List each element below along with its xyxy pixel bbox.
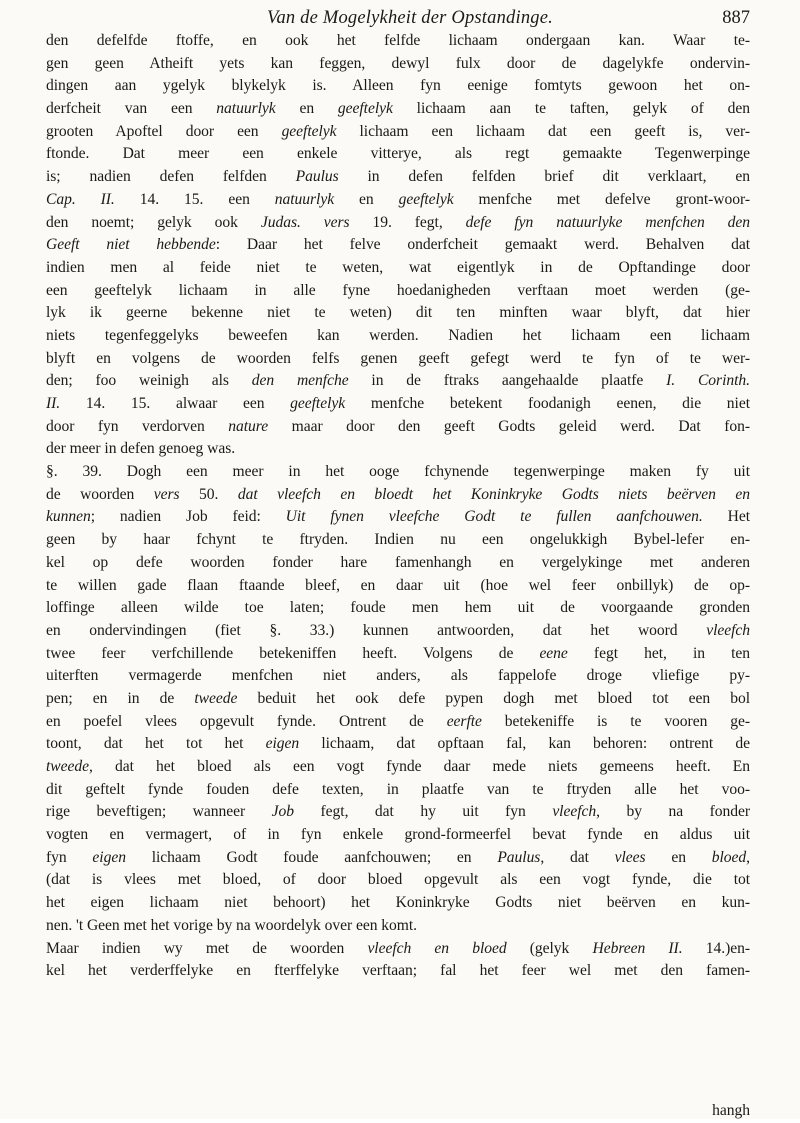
text-run: niets tegenfeggelyks beweefen kan werden. Nadien het lichaam een lichaam	[46, 326, 750, 344]
text-run: kel het verderffelyke en fterffelyke verftaan; fal het feer wel met den famen-	[46, 962, 750, 980]
italic-text: Paulus	[295, 168, 339, 186]
text-line	[46, 212, 750, 235]
text-line	[46, 711, 750, 734]
text-run: Maar indien wy met de woorden	[46, 939, 368, 957]
text-run: maar door den geeft Godts geleid werd. Dat fon-	[268, 417, 750, 435]
text-run: menfche met defelve gront-woor-	[453, 190, 750, 208]
italic-text: tweede	[194, 689, 238, 707]
text-run: 14. 15. alwaar een	[60, 395, 291, 412]
text-run: ; nadien Job feid:	[90, 508, 286, 526]
italic-text: Uit fynen vleefche Godt te fullen aanfchouwen.	[285, 508, 703, 526]
text-run: dit geftelt fynde fouden defe texten, in plaatfe van te ftryden alle het voo-	[46, 780, 750, 798]
italic-text: Paulus	[497, 848, 541, 866]
italic-text: vleefch	[706, 621, 750, 639]
italic-text: Cap. II.	[46, 190, 115, 208]
text-run: Het	[702, 508, 750, 526]
text-run: , by na fonder	[596, 803, 750, 821]
page-number: 887	[722, 8, 750, 28]
italic-text: dat vleefch en bloedt het Koninkryke Godts niets beërven en	[237, 485, 750, 503]
text-run: en	[275, 100, 338, 118]
text-line	[46, 166, 750, 189]
text-run: is; nadien defen felfden	[46, 168, 296, 186]
text-line	[46, 484, 750, 507]
text-line	[46, 960, 750, 983]
text-run: 14. 15. een	[114, 190, 275, 208]
text-run: , dat het bloed als een vogt fynde daar mede niets gemeens heeft. En	[89, 758, 750, 775]
text-run: fegt, dat hy uit fyn	[294, 803, 553, 821]
text-run: lichaam een lichaam dat een geeft is, ver-	[336, 122, 750, 140]
text-run: en poefel vlees opgevult fynde. Ontrent de	[46, 712, 447, 730]
text-run: ,	[746, 848, 750, 866]
text-line	[46, 393, 750, 416]
text-line	[46, 575, 750, 598]
text-run: een geeftelyk lichaam in alle fyne hoedanigheden verftaan moet werden (ge-	[46, 281, 750, 299]
text-line	[46, 643, 750, 666]
text-run: pen; en in de	[46, 689, 195, 707]
italic-text: I. Corinth.	[666, 372, 750, 390]
italic-text: defe fyn natuurlyke menfchen den	[465, 213, 751, 231]
text-run: door fyn verdorven	[46, 417, 229, 435]
text-line	[46, 257, 750, 280]
text-run: 14.)en-	[682, 939, 750, 957]
text-line	[46, 325, 750, 348]
text-run: fegt het, in ten	[567, 644, 750, 662]
text-run: menfche betekent foodanigh eenen, die niet	[345, 395, 750, 412]
text-run: der meer in defen genoeg was.	[46, 440, 236, 458]
text-line	[46, 370, 750, 393]
text-run: dingen aan ygelyk blykelyk is. Alleen fyn eenige fomtyts gewoon het on-	[46, 77, 750, 95]
text-run: 19. fegt,	[349, 213, 466, 231]
text-run: loffinge alleen wilde toe laten; foude men hem uit de voorgaande gronden	[46, 599, 750, 617]
text-run: vogten en vermagert, of in fyn enkele grond-formeerfel bevat fynde en aldus uit	[46, 826, 750, 844]
text-run: twee feer verfchillende betekeniffen heeft. Volgens de	[46, 644, 540, 662]
text-line	[46, 688, 750, 711]
text-run: blyft en volgens de woorden felfs genen geeft gefegt werd te fyn of te wer-	[46, 349, 750, 367]
text-line	[46, 801, 750, 824]
text-run: 50.	[179, 485, 238, 503]
italic-text: vlees	[614, 848, 646, 866]
text-run: lichaam Godt foude aanfchouwen; en	[125, 848, 498, 866]
text-run: lyk ik geerne bekenne niet te weten) dit ten minften waar blyft, dat hier	[46, 304, 750, 322]
text-line	[46, 733, 750, 756]
text-line	[46, 620, 750, 643]
text-run: : Daar het felve onderfcheit gemaakt werd. Behalven dat	[215, 236, 750, 254]
text-run: derfcheit van een	[46, 100, 217, 118]
text-run: (gelyk	[506, 939, 593, 957]
text-run: te willen gade flaan ftaande bleef, en daar uit (hoe wel feer onbillyk) de op-	[46, 576, 750, 594]
text-run: indien men al feide niet te weten, wat eigentlyk in de Opftandinge door	[46, 258, 750, 276]
text-run: het eigen lichaam niet behoort) het Koninkryke Godts niet beërven en kun-	[46, 894, 750, 912]
italic-text: eene	[539, 644, 568, 662]
text-run: toont, dat het tot het	[46, 735, 266, 753]
text-line	[46, 869, 750, 892]
italic-text: Geeft niet hebbende	[46, 236, 216, 254]
text-line	[46, 438, 750, 461]
text-run: rige beveftigen; wanneer	[46, 803, 272, 821]
text-line	[46, 756, 750, 779]
text-line	[46, 53, 750, 76]
text-run: (dat is vlees met bloed, of door bloed opgevult als een vogt fynde, die tot	[46, 871, 750, 889]
italic-text: geeftelyk	[398, 190, 454, 208]
text-run: en ondervindingen (fiet §. 33.) kunnen antwoorden, dat het woord	[46, 621, 707, 639]
italic-text: eigen	[92, 848, 126, 866]
italic-text: natuurlyk	[216, 100, 276, 118]
italic-text: Judas. vers	[260, 213, 350, 231]
text-run: den defelfde ftoffe, en ook het felfde lichaam ondergaan kan. Waar te-	[46, 32, 750, 49]
text-run: fyn	[46, 848, 93, 866]
italic-text: vleefch	[552, 803, 597, 821]
italic-text: vers	[153, 485, 180, 503]
text-run: ftonde. Dat meer een enkele vitterye, als regt gemaakte Tegenwerpinge	[46, 145, 750, 163]
italic-text: geeftelyk	[337, 100, 393, 118]
text-line	[46, 143, 750, 166]
running-title: Van de Mogelykheit der Opstandinge.	[267, 8, 553, 28]
italic-text: eigen	[265, 735, 300, 753]
text-line	[46, 30, 750, 53]
text-line	[46, 779, 750, 802]
italic-text: kunnen	[46, 508, 91, 526]
text-line	[46, 348, 750, 371]
text-run: de woorden	[46, 485, 154, 503]
text-run: kel op defe woorden fonder hare famenhangh en vergelykinge met anderen	[46, 553, 750, 571]
text-line	[46, 189, 750, 212]
text-run: uiterften vermagerde menfchen niet anders, als fappelofe droge vliefige py-	[46, 667, 750, 685]
italic-text: geeftelyk	[290, 395, 346, 412]
italic-text: den menfche	[251, 372, 349, 390]
italic-text: tweede	[46, 758, 89, 775]
text-run: nen. 't Geen met het vorige by na woordelyk over een komt.	[46, 916, 418, 934]
italic-text: geeftelyk	[281, 122, 337, 140]
text-run: en	[334, 190, 399, 208]
text-line	[46, 234, 750, 257]
catchword: hangh	[712, 1102, 750, 1119]
italic-text: II.	[46, 395, 61, 412]
text-line	[46, 280, 750, 303]
italic-text: Job	[271, 803, 295, 821]
body-text	[46, 30, 750, 983]
italic-text: vleefch en bloed	[367, 939, 507, 957]
text-run: lichaam, dat opftaan fal, kan behoren: ontrent de	[299, 735, 750, 753]
text-run: in de ftraks aangehaalde plaatfe	[348, 372, 667, 390]
text-line	[46, 416, 750, 439]
text-line	[46, 529, 750, 552]
text-run: , dat	[540, 848, 615, 866]
text-line	[46, 121, 750, 144]
text-line	[46, 665, 750, 688]
text-line	[46, 938, 750, 961]
text-line	[46, 98, 750, 121]
text-run: den noemt; gelyk ook	[46, 213, 261, 231]
text-run: in defen felfden brief dit verklaart, en	[338, 168, 750, 186]
text-line	[46, 506, 750, 529]
italic-text: bloed	[711, 848, 747, 866]
text-line	[46, 461, 750, 484]
text-run: §. 39. Dogh een meer in het ooge fchynende tegenwerpinge maken fy uit	[46, 463, 750, 481]
text-line	[46, 915, 750, 938]
text-run: beduit het ook defe pypen dogh met bloed tot een bol	[237, 689, 750, 707]
italic-text: eerfte	[446, 712, 482, 730]
italic-text: natuurlyk	[274, 190, 335, 208]
text-line	[46, 847, 750, 870]
running-header	[70, 6, 750, 32]
text-line	[46, 302, 750, 325]
text-line	[46, 75, 750, 98]
text-run: en	[645, 848, 712, 866]
text-run: gen geen Atheift yets kan feggen, dewyl fulx door de dagelykfe ondervin-	[46, 54, 750, 72]
text-run: geen by haar fchynt te ftryden. Indien nu een ongelukkigh Bybel-lefer en-	[46, 531, 750, 549]
text-run: lichaam aan te taften, gelyk of den	[392, 100, 750, 118]
text-line	[46, 552, 750, 575]
italic-text: Hebreen II.	[592, 939, 683, 957]
italic-text: nature	[228, 417, 269, 435]
text-line	[46, 824, 750, 847]
text-run: den; foo weinigh als	[46, 372, 252, 390]
text-line	[46, 597, 750, 620]
text-line	[46, 892, 750, 915]
text-run: grooten Apoftel door een	[46, 122, 282, 140]
text-run: betekeniffe is te vooren ge-	[481, 712, 750, 730]
